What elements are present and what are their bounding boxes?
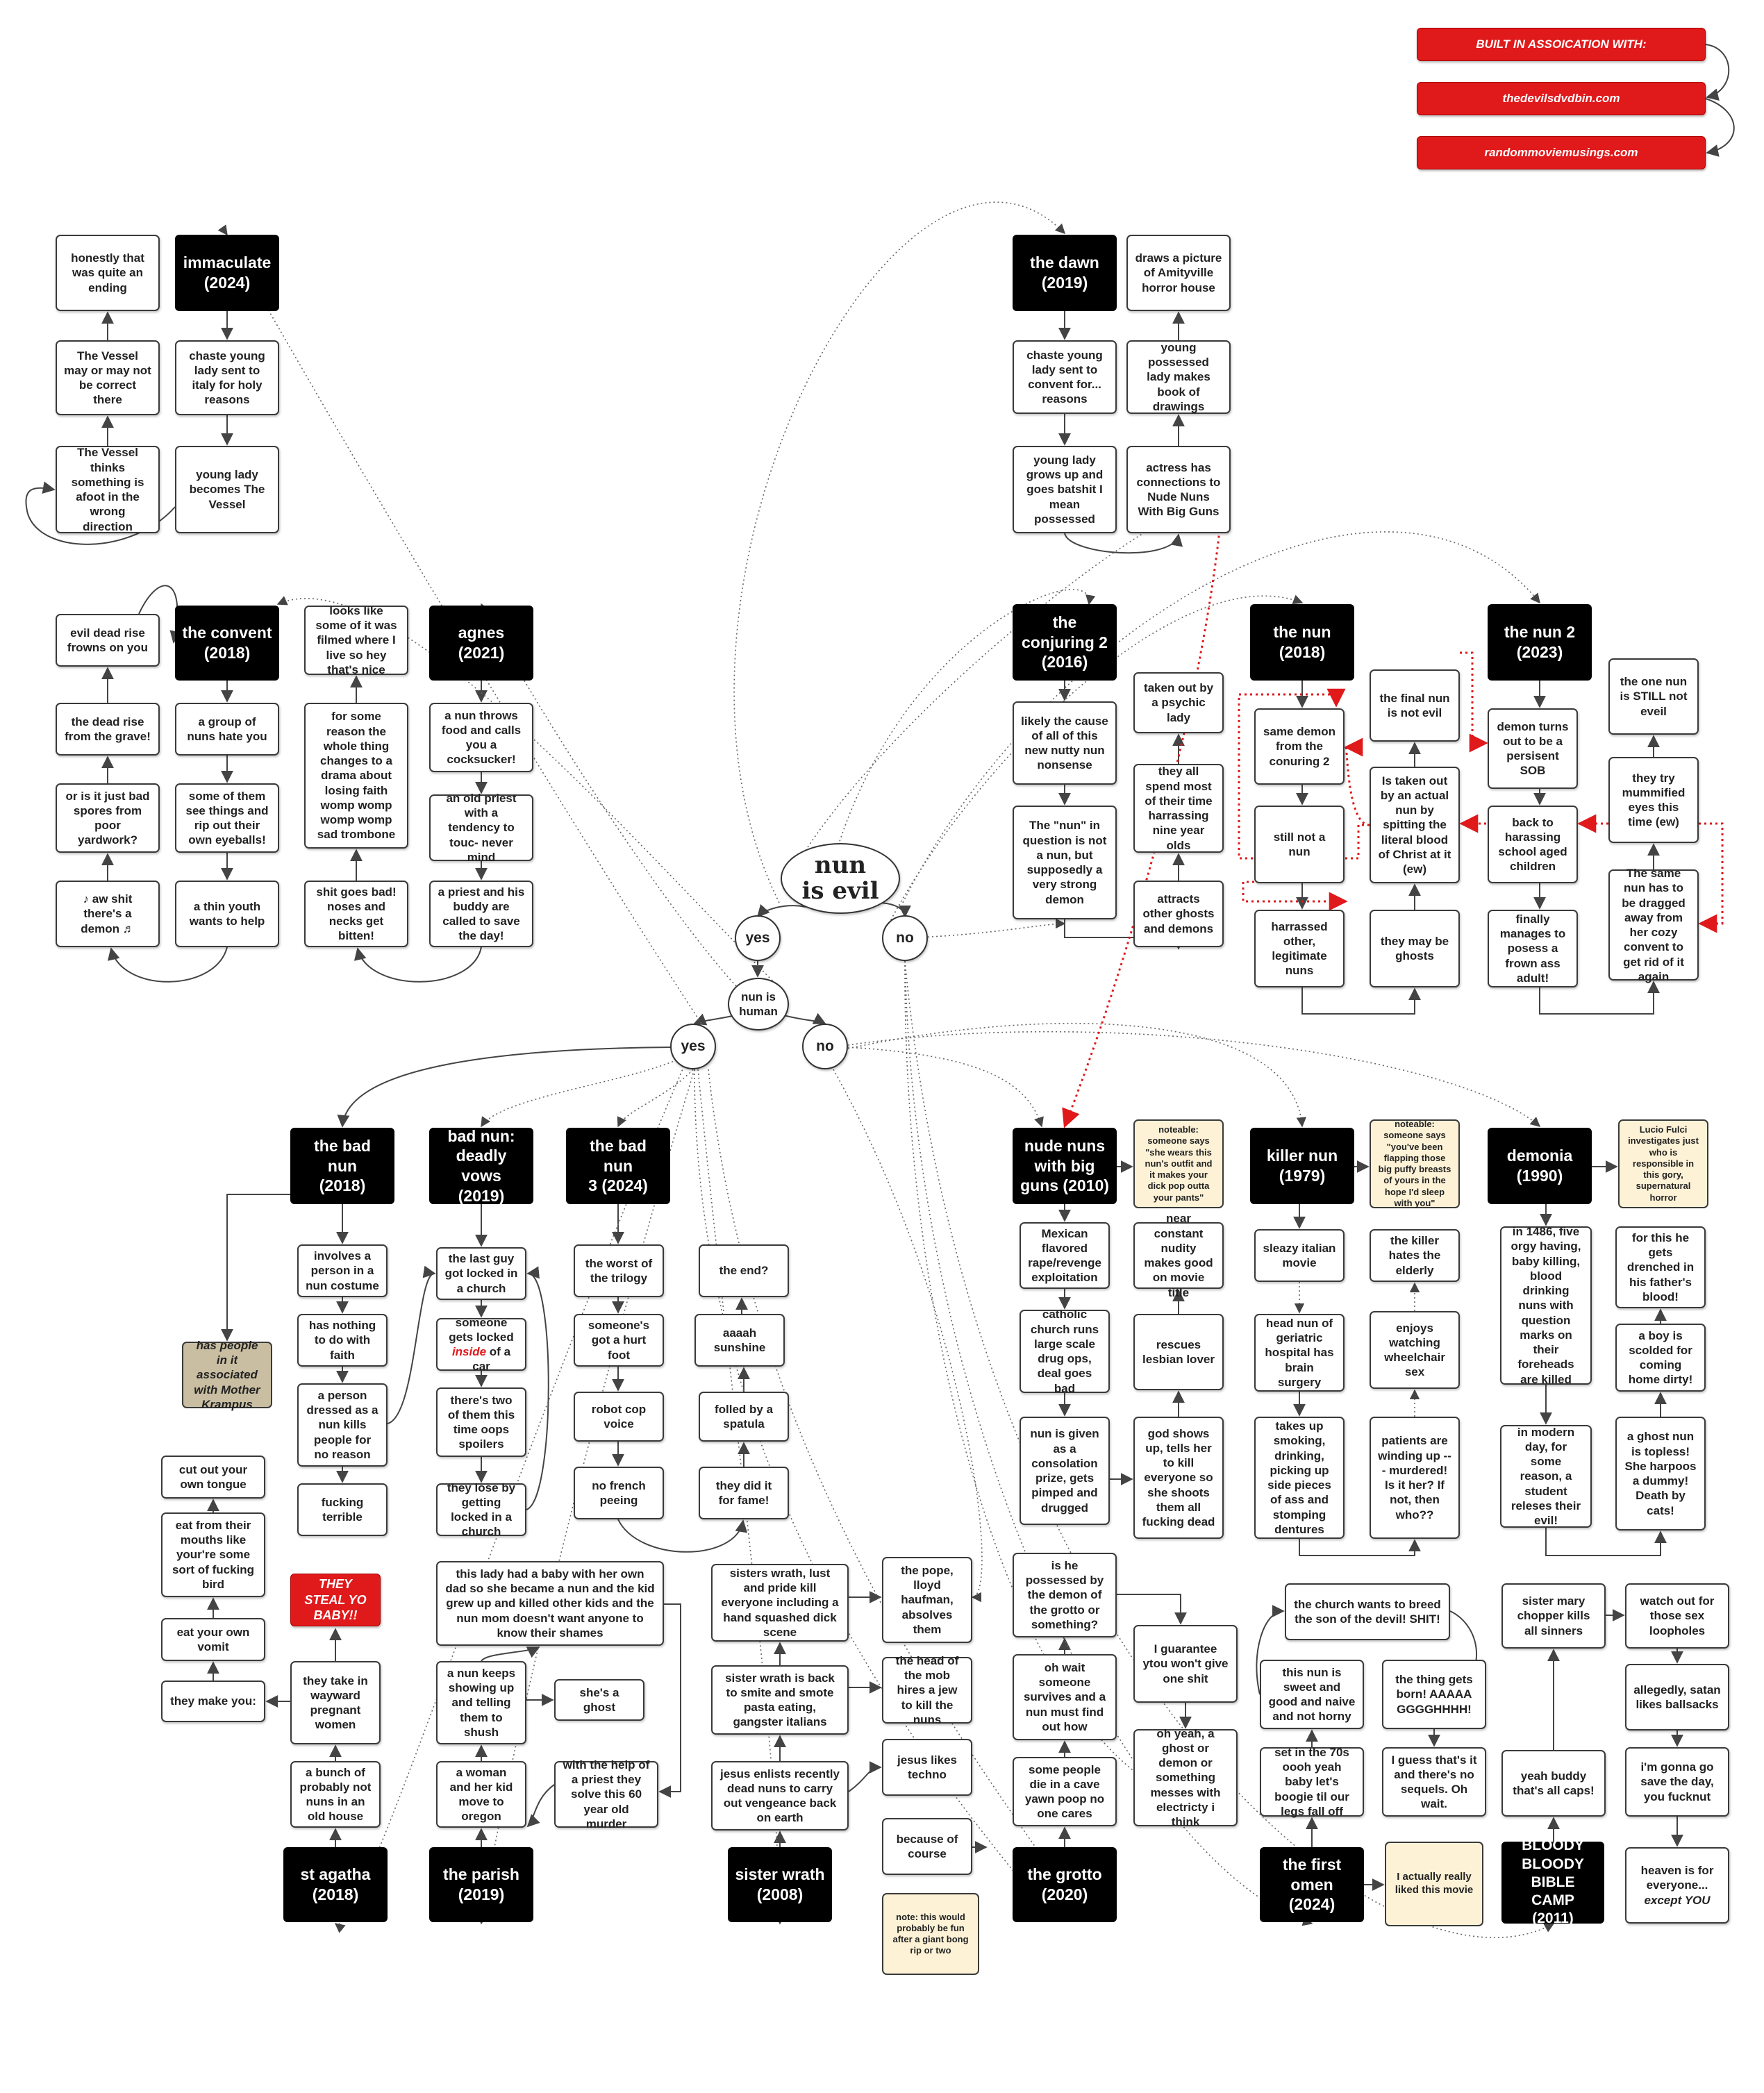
nude-nuns-step-1: Mexican flavored rape/revenge exploitation (1020, 1222, 1110, 1289)
first-omen-step-2: this nun is sweet and good and naive and not horny (1260, 1660, 1364, 1729)
bible-camp-step-1: yeah buddy that's all caps! (1501, 1750, 1606, 1817)
the-nun-2-step-6: the one nun is STILL not eveil (1608, 658, 1699, 735)
connector-arrow (849, 1767, 881, 1792)
nude-nuns-note: noteable: someone says "she wears this nun's outfit and it makes your dick pop outta your pants" (1133, 1119, 1224, 1208)
built-in-association-label: BUILT IN ASSOICATION WITH: (1417, 28, 1706, 61)
parish-step-4: this lady had a baby with her own dad so she became a nun and the kid grew up and killed other kids and the nun mom doesn't want anyone to know their shames (436, 1561, 664, 1646)
bad-nun-krampus-note: has people in it associated with Mother Krampus (182, 1342, 272, 1408)
film-the-parish: the parish (2019) (429, 1847, 533, 1922)
immaculate-step-1: chaste young lady sent to italy for holy reasons (175, 340, 279, 415)
dawn-step-5: draws a picture of Amityville horror house (1126, 235, 1231, 311)
sister-wrath-step-3: sisters wrath, lust and pride kill everyone including a hand squashed dick scene (711, 1564, 849, 1642)
bad-nun-3-step-3: robot cop voice (574, 1392, 664, 1442)
demonia-step-3: a ghost nun is topless! She harpoos a dummy! Death by cats! (1615, 1417, 1706, 1531)
film-sister-wrath: sister wrath (2008) (728, 1847, 832, 1922)
grotto-step-2: oh wait someone survives and a nun must find out how (1013, 1654, 1117, 1740)
st-agatha-step-1: a bunch of probably not nuns in an old house (290, 1761, 381, 1828)
answer-human-yes[interactable]: yes (670, 1024, 716, 1069)
dotted-connector-arrow (833, 1069, 982, 1597)
immaculate-step-5: honestly that was quite an ending (56, 235, 160, 311)
film-the-grotto: the grotto (2020) (1013, 1847, 1117, 1922)
film-the-first-omen: the first omen (2024) (1260, 1847, 1364, 1922)
the-nun-2-step-1: demon turns out to be a persisent SOB (1488, 708, 1578, 789)
film-nude-nuns-with-big-guns: nude nuns with big guns (2010) (1013, 1128, 1117, 1204)
film-the-nun: the nun (2018) (1250, 604, 1354, 681)
dotted-connector-arrow (848, 1032, 1540, 1126)
demonia-step-1: in 1486, five orgy having, baby killing, blood drinking nuns with question marks on their foreheads are killed (1500, 1226, 1592, 1385)
connector-arrow (1065, 533, 1179, 553)
film-demonia: demonia (1990) (1488, 1128, 1592, 1204)
convent-step-4: ♪ aw shit there's a demon ♬ (56, 881, 160, 947)
connector-arrow (526, 1274, 549, 1510)
conjuring2-step-1: likely the cause of all of this new nutty nun nonsense (1013, 701, 1117, 785)
connector-arrow (783, 1015, 825, 1024)
the-nun-2-step-2: back to harassing school aged children (1488, 806, 1578, 883)
killer-nun-step-5: enjoys watching wheelchair sex (1370, 1311, 1460, 1389)
sister-wrath-step-7: because of course (882, 1818, 972, 1875)
film-immaculate: immaculate (2024) (175, 235, 279, 311)
bad-nun-3-step-6: folled by a spatula (699, 1392, 789, 1442)
connector-arrow (1706, 44, 1729, 97)
bad-nun-3-step-2: someone's got a hurt foot (574, 1314, 664, 1367)
film-bloody-bloody-bible-camp: BLOODY BLOODY BIBLE CAMP (2011) (1501, 1842, 1604, 1924)
deadly-vows-step-3: there's two of them this time oops spoilers (436, 1387, 526, 1457)
red-dotted-connector-arrow (1243, 882, 1346, 901)
dawn-step-1: chaste young lady sent to convent for... reasons (1013, 340, 1117, 414)
film-the-conjuring-2: the conjuring 2 (2016) (1013, 604, 1117, 681)
dotted-connector-arrow (848, 1024, 1302, 1126)
first-omen-step-5: I guess that's it and there's no sequels. Oh wait. (1382, 1747, 1486, 1817)
bad-nun-3-step-5: they did it for fame! (699, 1467, 789, 1519)
connector-arrow (876, 903, 905, 917)
bad-nun-step-1: involves a person in a nun costume (297, 1244, 388, 1297)
connector-arrow (388, 1274, 435, 1424)
sister-wrath-step-5: the head of the mob hires a jew to kill the nuns (882, 1657, 972, 1724)
site-link-randommoviemusings[interactable]: randommoviemusings.com (1417, 136, 1706, 169)
immaculate-step-2: young lady becomes The Vessel (175, 446, 279, 533)
nude-nuns-step-3: nun is given as a consolation prize, gets pimped and drugged (1020, 1417, 1110, 1525)
demonia-step-4: a boy is scolded for coming home dirty! (1615, 1324, 1706, 1392)
film-killer-nun: killer nun (1979) (1250, 1128, 1354, 1204)
connector-arrow (758, 906, 806, 917)
convent-step-1: a group of nuns hate you (175, 703, 279, 756)
red-dotted-connector-arrow (1346, 747, 1370, 825)
nude-nuns-step-4: god shows up, tells her to kill everyone so she shoots them all fucking dead (1133, 1417, 1224, 1539)
sister-wrath-step-6: jesus likes techno (882, 1739, 972, 1796)
conjuring2-step-5: attracts other ghosts and demons (1133, 881, 1224, 947)
demonia-step-2: in modern day, for some reason, a student releses their evil! (1500, 1425, 1592, 1528)
connector-arrow (1117, 1594, 1181, 1624)
connector-arrow (227, 1194, 290, 1340)
bad-nun-3-step-4: no french peeing (574, 1467, 664, 1519)
dawn-step-2: young lady grows up and goes batshit I mean possessed (1013, 446, 1117, 533)
connector-arrow (1302, 987, 1415, 1014)
inside-emphasis: inside (451, 1345, 487, 1358)
the-nun-2-step-3: finally manages to posess a frown ass adult! (1488, 910, 1578, 987)
parish-step-3: she's a ghost (554, 1679, 644, 1721)
st-agatha-step-5: eat from their mouths like your're some sort of fucking bird (161, 1512, 265, 1597)
killer-nun-step-1: sleazy italian movie (1254, 1229, 1345, 1282)
bad-nun-3-step-7: aaaah sunshine (694, 1314, 785, 1367)
killer-nun-step-4: patients are winding up --- murdered! Is it her? If not, then who?? (1370, 1417, 1460, 1539)
conjuring2-step-4: they all spend most of their time harrassing nine year olds (1133, 764, 1224, 853)
bad-nun-step-3: a person dressed as a nun kills people for no reason (297, 1383, 388, 1467)
film-the-dawn: the dawn (2019) (1013, 235, 1117, 311)
the-nun-step-6: the final nun is not evil (1370, 669, 1460, 742)
bible-camp-step-5: i'm gonna go save the day, you fucknut (1625, 1747, 1729, 1817)
the-nun-step-2: still not a nun (1254, 806, 1345, 883)
grotto-step-4: I guarantee ytou won't give one shit (1133, 1625, 1238, 1703)
bible-camp-step-3: watch out for those sex loopholes (1625, 1583, 1729, 1649)
answer-human-no[interactable]: no (802, 1024, 848, 1069)
sister-wrath-step-2: sister wrath is back to smite and smote pasta eating, gangster italians (711, 1665, 849, 1735)
grotto-step-1: some people die in a cave yawn poop no one cares (1013, 1757, 1117, 1826)
agnes-step-4: shit goes bad! noses and necks get bitten! (304, 881, 408, 947)
red-dotted-connector-arrow (1460, 653, 1486, 743)
killer-nun-note: noteable: someone says "you've been flapping those big puffy breasts of yours in the hope I'd sleep with you" (1370, 1119, 1460, 1208)
the-nun-step-3: harrassed other, legitimate nuns (1254, 910, 1345, 987)
sister-wrath-step-4: the pope, lloyd haufman, absolves them (882, 1557, 972, 1643)
answer-evil-yes[interactable]: yes (735, 915, 781, 961)
nude-nuns-step-6: near constant nudity makes good on movie title (1133, 1222, 1224, 1289)
connector-arrow (528, 1785, 554, 1826)
connector-arrow (358, 947, 481, 982)
red-dotted-connector-arrow (1699, 824, 1722, 924)
nude-nuns-step-5: rescues lesbian lover (1133, 1314, 1224, 1390)
killer-nun-step-6: the killer hates the elderly (1370, 1229, 1460, 1282)
dawn-step-3: actress has connections to Nude Nuns With Big Guns (1126, 446, 1231, 533)
st-agatha-they-steal-yo-baby: THEY STEAL YO BABY!! (290, 1574, 381, 1626)
the-nun-step-4: they may be ghosts (1370, 910, 1460, 987)
connector-arrow (342, 1047, 674, 1126)
convent-step-3: a thin youth wants to help (175, 881, 279, 947)
the-nun-step-1: same demon from the conuring 2 (1254, 708, 1345, 785)
connector-arrow (694, 1015, 736, 1024)
st-agatha-step-4: eat your own vomit (161, 1618, 265, 1661)
nude-nuns-step-2: catholic church runs large scale drug ops, deal goes bad (1020, 1310, 1110, 1393)
grotto-step-5: oh yeah, a ghost or demon or something messes with electricty i think (1133, 1729, 1238, 1826)
film-bad-nun-deadly-vows: bad nun: deadly vows (2019) (429, 1128, 533, 1204)
connector-arrow (481, 1647, 539, 1661)
agnes-step-6: looks like some of it was filmed where I live so hey that's nice (304, 606, 408, 675)
killer-nun-step-3: takes up smoking, drinking, picking up side pieces of ass and stomping dentures (1254, 1417, 1345, 1539)
connector-arrow (1299, 1539, 1415, 1556)
bible-camp-step-2: sister mary chopper kills all sinners (1501, 1583, 1606, 1649)
connector-arrow (618, 1519, 743, 1552)
first-omen-note: I actually really liked this movie (1385, 1842, 1483, 1926)
the-nun-step-5: Is taken out by an actual nun by spitting the literal blood of Christ at it (ew) (1370, 767, 1460, 883)
connector-arrow (1706, 99, 1734, 153)
site-link-thedevilsdvdbin[interactable]: thedevilsdvdbin.com (1417, 82, 1706, 115)
bad-nun-step-4: fucking terrible (297, 1483, 388, 1536)
killer-nun-step-2: head nun of geriatric hospital has brain surgery (1254, 1314, 1345, 1392)
demonia-note: Lucio Fulci investigates just who is responsible in this gory, supernatural horror (1618, 1119, 1708, 1208)
bible-camp-step-4: allegedly, satan likes ballsacks (1625, 1664, 1729, 1731)
film-st-agatha: st agatha (2018) (283, 1847, 388, 1922)
agnes-step-5: for some reason the whole thing changes to a drama about losing faith womp womp womp womp sad trombone (304, 703, 408, 849)
st-agatha-step-3: they make you: (161, 1681, 265, 1722)
conjuring2-step-2: The "nun" in question is not a nun, but supposedly a very strong demon (1013, 806, 1117, 919)
film-the-bad-nun-3: the bad nun 3 (2024) (566, 1128, 670, 1204)
answer-evil-no[interactable]: no (882, 915, 928, 961)
question-nun-is-evil: nun is evil (781, 843, 900, 914)
bad-nun-step-2: has nothing to do with faith (297, 1314, 388, 1367)
convent-step-2: some of them see things and rip out their own eyeballs! (175, 783, 279, 853)
convent-step-7: evil dead rise frowns on you (56, 614, 160, 667)
connector-arrow (111, 947, 227, 982)
sister-wrath-step-1: jesus enlists recently dead nuns to carry out vengeance back on earth (711, 1761, 849, 1831)
st-agatha-step-6: cut out your own tongue (161, 1456, 265, 1499)
connector-arrow (1546, 1528, 1661, 1556)
demonia-step-5: for this he gets drenched in his father's blood! (1615, 1226, 1706, 1308)
convent-step-5: or is it just bad spores from poor yardwork? (56, 783, 160, 853)
parish-step-2: a nun keeps showing up and telling them to shush (436, 1661, 526, 1744)
the-nun-2-step-5: they try mummified eyes this time (ew) (1608, 757, 1699, 843)
deadly-vows-step-2: someone gets locked inside of a car (436, 1318, 526, 1371)
question-nun-is-human: nun is human (728, 978, 789, 1031)
film-the-convent: the convent (2018) (175, 606, 279, 681)
except-you-emphasis: except YOU (1644, 1893, 1711, 1907)
parish-step-5: with the help of a priest they solve this 60 year old murder (554, 1761, 658, 1828)
agnes-step-1: a nun throws food and calls you a cocksucker! (429, 703, 533, 772)
first-omen-step-3: the church wants to breed the son of the devil! SHIT! (1285, 1583, 1450, 1640)
conjuring2-step-3: taken out by a psychic lady (1133, 672, 1224, 733)
agnes-step-2: an old priest with a tendency to touc- never mind (429, 794, 533, 861)
sister-wrath-note: note: this would probably be fun after a giant bong rip or two (882, 1893, 979, 1975)
film-the-nun-2: the nun 2 (2023) (1488, 604, 1592, 681)
bible-camp-step-6: heaven is for everyone... except YOU (1625, 1847, 1729, 1924)
dotted-connector-arrow (848, 1047, 1042, 1126)
dotted-connector-arrow (618, 1069, 693, 1126)
first-omen-step-4: the thing gets born! AAAAA GGGGHHHH! (1382, 1660, 1486, 1729)
first-omen-step-1: set in the 70s oooh yeah baby let's boogie til our legs fall off (1260, 1747, 1364, 1817)
bad-nun-3-step-1: the worst of the trilogy (574, 1244, 664, 1297)
convent-step-6: the dead rise from the grave! (56, 703, 160, 756)
immaculate-step-3: The Vessel thinks something is afoot in the wrong direction (56, 446, 160, 533)
agnes-step-3: a priest and his buddy are called to save the day! (429, 881, 533, 947)
deadly-vows-step-1: the last guy got locked in a church (436, 1247, 526, 1300)
dotted-connector-arrow (481, 1058, 681, 1126)
st-agatha-step-2: they take in wayward pregnant women (290, 1661, 381, 1744)
the-nun-2-step-4: The same nun has to be dragged away from her cozy convent to get rid of it again (1608, 869, 1699, 981)
film-agnes: agnes (2021) (429, 606, 533, 681)
dawn-step-4: young possessed lady makes book of drawings (1126, 340, 1231, 414)
deadly-vows-step-4: they lose by getting locked in a church (436, 1483, 526, 1536)
grotto-step-3: is he possessed by the demon of the grotto or something? (1013, 1553, 1117, 1637)
immaculate-step-4: The Vessel may or may not be correct there (56, 340, 160, 415)
parish-step-1: a woman and her kid move to oregon (436, 1761, 526, 1828)
film-the-bad-nun: the bad nun (2018) (290, 1128, 394, 1204)
bad-nun-3-step-8: the end? (699, 1244, 789, 1297)
